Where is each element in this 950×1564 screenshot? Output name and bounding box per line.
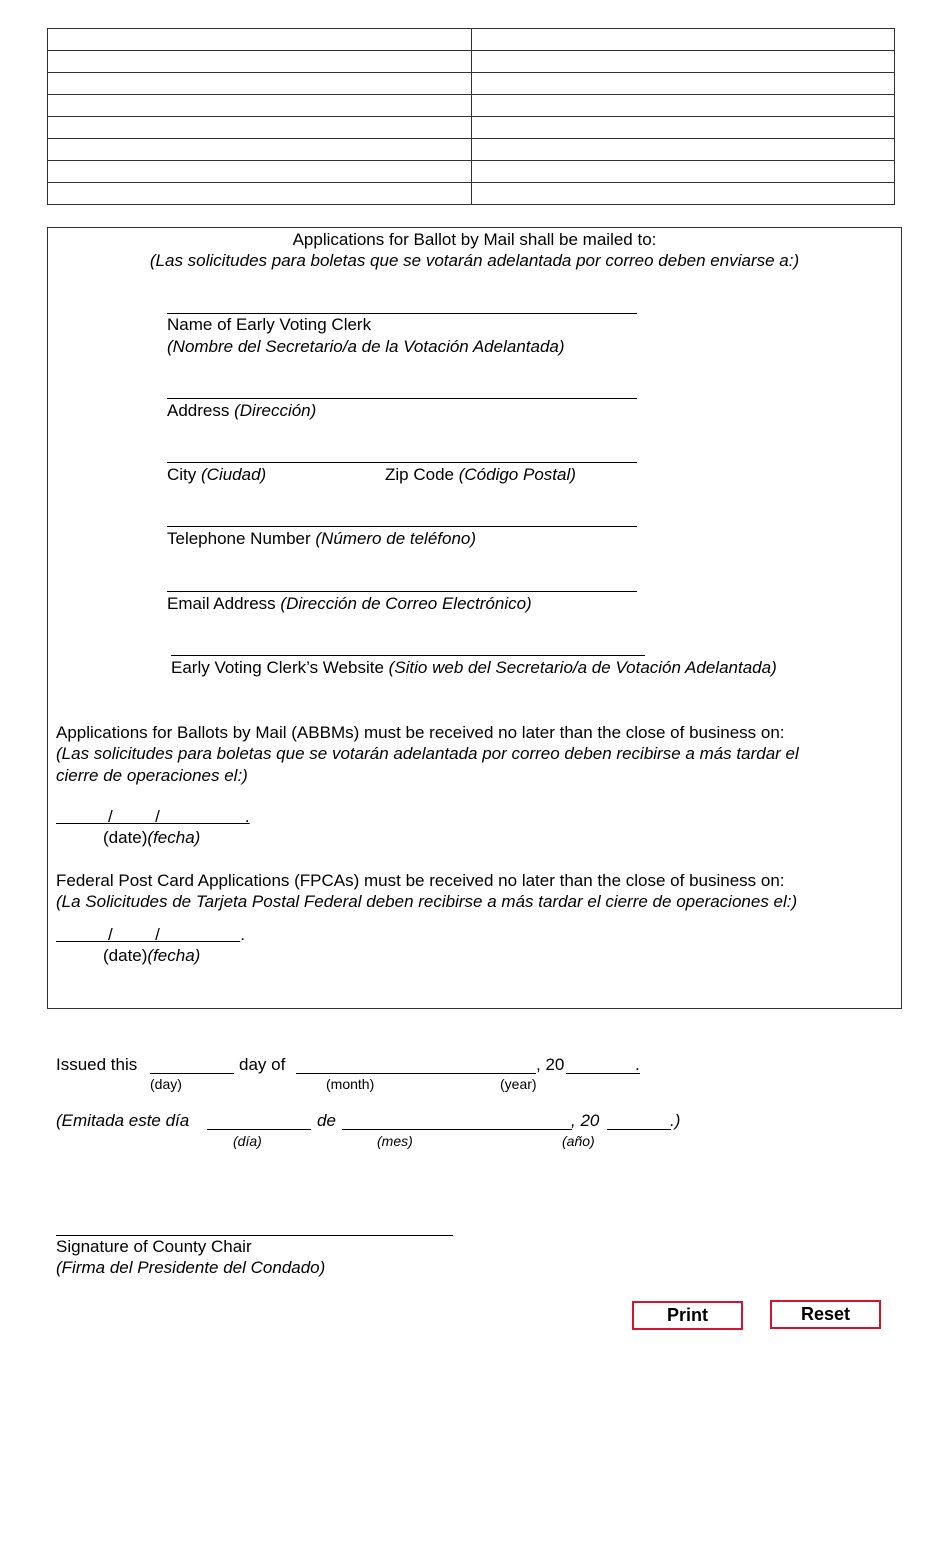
table-cell[interactable] [471, 29, 895, 51]
entry-table [47, 28, 895, 205]
signature-label: Signature of County Chair [56, 1237, 252, 1256]
issued-es-de: de [317, 1111, 336, 1130]
abbm-text-es-1: (Las solicitudes para boletas que se votarán adelantada por correo deben recibirse a más tardar el [56, 744, 799, 763]
fpca-date-label: (date)(fecha) [103, 946, 201, 965]
abbm-text-es-2: cierre de operaciones el:) [56, 766, 248, 785]
website-line[interactable] [171, 655, 645, 656]
fpca-text-es: (La Solicitudes de Tarjeta Postal Federal deben recibirse a más tardar el cierre de operaciones el:) [56, 892, 798, 911]
issued-es-day-line[interactable] [207, 1129, 311, 1130]
issued-period: . [635, 1055, 640, 1074]
table-row [48, 161, 895, 183]
city-zip-line[interactable] [167, 462, 637, 463]
table-cell[interactable] [48, 117, 472, 139]
issued-es-end: .) [670, 1111, 681, 1130]
table-cell[interactable] [471, 117, 895, 139]
mail-heading: Applications for Ballot by Mail shall be mailed to: [292, 230, 657, 249]
table-cell[interactable] [471, 51, 895, 73]
print-button[interactable]: Print [632, 1301, 743, 1330]
table-row [48, 29, 895, 51]
zip-label: Zip Code (Código Postal) [385, 465, 576, 484]
table-row [48, 139, 895, 161]
dia-caption: (día) [233, 1133, 262, 1149]
signature-line[interactable] [56, 1235, 453, 1236]
table-row [48, 117, 895, 139]
year-caption: (year) [500, 1076, 537, 1092]
twenty-label: , 20 [536, 1055, 565, 1074]
fpca-date-field[interactable]: / / . [56, 925, 245, 944]
table-row [48, 95, 895, 117]
table-cell[interactable] [48, 183, 472, 205]
issued-day-line[interactable] [150, 1073, 234, 1074]
table-cell[interactable] [48, 161, 472, 183]
table-cell[interactable] [48, 73, 472, 95]
table-cell[interactable] [471, 95, 895, 117]
issued-month-line[interactable] [296, 1073, 536, 1074]
clerk-name-label: Name of Early Voting Clerk [167, 315, 372, 334]
mail-heading-es: (Las solicitudes para boletas que se votarán adelantada por correo deben enviarse a:) [149, 251, 800, 270]
issued-es-twenty: , 20 [571, 1111, 600, 1130]
issued-year-line[interactable] [566, 1073, 640, 1074]
table-row [48, 73, 895, 95]
issued-es-label: (Emitada este día [56, 1111, 190, 1130]
city-label: City (Ciudad) [167, 465, 267, 484]
clerk-name-line[interactable] [167, 313, 637, 314]
mes-caption: (mes) [377, 1133, 413, 1149]
table-row [48, 183, 895, 205]
fpca-text: Federal Post Card Applications (FPCAs) must be received no later than the close of business on: [56, 871, 785, 890]
email-label: Email Address (Dirección de Correo Electrónico) [167, 594, 532, 613]
reset-button[interactable]: Reset [770, 1300, 881, 1329]
issued-es-year-line[interactable] [607, 1129, 671, 1130]
signature-label-es: (Firma del Presidente del Condado) [56, 1258, 326, 1277]
table-cell[interactable] [471, 73, 895, 95]
table-cell[interactable] [471, 139, 895, 161]
ano-caption: (año) [562, 1133, 595, 1149]
address-label: Address (Dirección) [167, 401, 317, 420]
abbm-date-field[interactable]: / / . [56, 807, 250, 826]
table-cell[interactable] [471, 183, 895, 205]
website-label: Early Voting Clerk’s Website (Sitio web del Secretario/a de Votación Adelantada) [171, 658, 777, 677]
email-line[interactable] [167, 591, 637, 592]
phone-label: Telephone Number (Número de teléfono) [167, 529, 477, 548]
table-cell[interactable] [48, 139, 472, 161]
issued-es-month-line[interactable] [342, 1129, 572, 1130]
day-caption: (day) [150, 1076, 182, 1092]
clerk-name-label-es: (Nombre del Secretario/a de la Votación Adelantada) [167, 337, 565, 356]
issued-this-label: Issued this [56, 1055, 138, 1074]
address-line[interactable] [167, 398, 637, 399]
table-row [48, 51, 895, 73]
table-cell[interactable] [48, 95, 472, 117]
table-cell[interactable] [48, 51, 472, 73]
abbm-text: Applications for Ballots by Mail (ABBMs) must be received no later than the close of business on: [56, 723, 785, 742]
phone-line[interactable] [167, 526, 637, 527]
abbm-date-label: (date)(fecha) [103, 828, 201, 847]
day-of-label: day of [239, 1055, 286, 1074]
table-cell[interactable] [471, 161, 895, 183]
month-caption: (month) [326, 1076, 375, 1092]
table-cell[interactable] [48, 29, 472, 51]
